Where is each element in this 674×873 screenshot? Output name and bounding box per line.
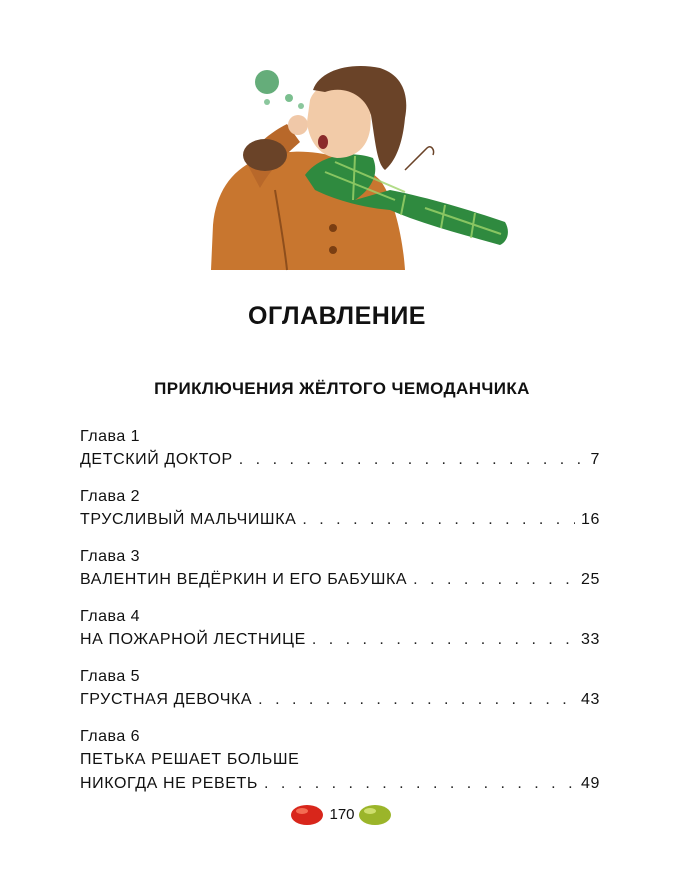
chapter-entry [80,546,600,592]
chapter-line[interactable] [80,448,600,472]
dot-leader [239,448,585,472]
green-apple-icon [358,803,392,827]
page-number: 170 [329,806,355,823]
chapter-entry [80,666,600,712]
chapter-label: Глава 4 [80,608,141,625]
chapter-label: Глава 2 [80,488,141,505]
fur-cuff [243,139,287,171]
chapter-page: 16 [581,511,600,528]
green-bubble [264,99,270,105]
table-of-contents [80,426,600,796]
chapter-label: Глава 6 [80,728,141,745]
dot-leader [413,568,575,592]
chapter-page: 7 [590,451,600,468]
green-bubble [285,94,293,102]
chapter-title: ДЕТСКИЙ ДОКТОР [80,451,233,468]
chapter-title: НИКОГДА НЕ РЕВЕТЬ [80,775,259,792]
chapter-line[interactable] [80,628,600,652]
chapter-title: ТРУСЛИВЫЙ МАЛЬЧИШКА [80,511,297,528]
book-title: ПРИКЛЮЧЕНИЯ ЖЁЛТОГО ЧЕМОДАНЧИКА [154,379,530,398]
chapter-title-line1: ПЕТЬКА РЕШАЕТ БОЛЬШЕ [80,751,300,768]
chapter-page: 49 [581,775,600,792]
chapter-line[interactable] [80,772,600,796]
hand [288,115,308,135]
chapter-line[interactable] [80,508,600,532]
dot-leader [264,772,575,796]
red-apple-icon [290,803,324,827]
chapter-page: 43 [581,691,600,708]
chapter-entry [80,606,600,652]
chapter-page: 33 [581,631,600,648]
green-bubble [298,103,304,109]
chapter-label: Глава 1 [80,428,141,445]
chapter-line[interactable] [80,688,600,712]
dot-leader [302,508,575,532]
chapter-title: ГРУСТНАЯ ДЕВОЧКА [80,691,253,708]
chapter-page: 25 [581,571,600,588]
chapter-label: Глава 3 [80,548,141,565]
page-heading: ОГЛАВЛЕНИЕ [248,302,426,330]
boy-with-scarf-illustration [205,60,525,275]
chapter-title: НА ПОЖАРНОЙ ЛЕСТНИЦЕ [80,631,306,648]
chapter-line[interactable] [80,568,600,592]
chapter-entry [80,426,600,472]
chapter-label: Глава 5 [80,668,141,685]
chapter-title: ВАЛЕНТИН ВЕДЁРКИН И ЕГО БАБУШКА [80,571,408,588]
dot-leader [312,628,575,652]
chapter-entry [80,726,600,796]
coat [211,152,405,270]
chapter-entry [80,486,600,532]
mouth [318,135,328,149]
page-footer [0,802,674,828]
dot-leader [258,688,575,712]
green-bubble [255,70,279,94]
